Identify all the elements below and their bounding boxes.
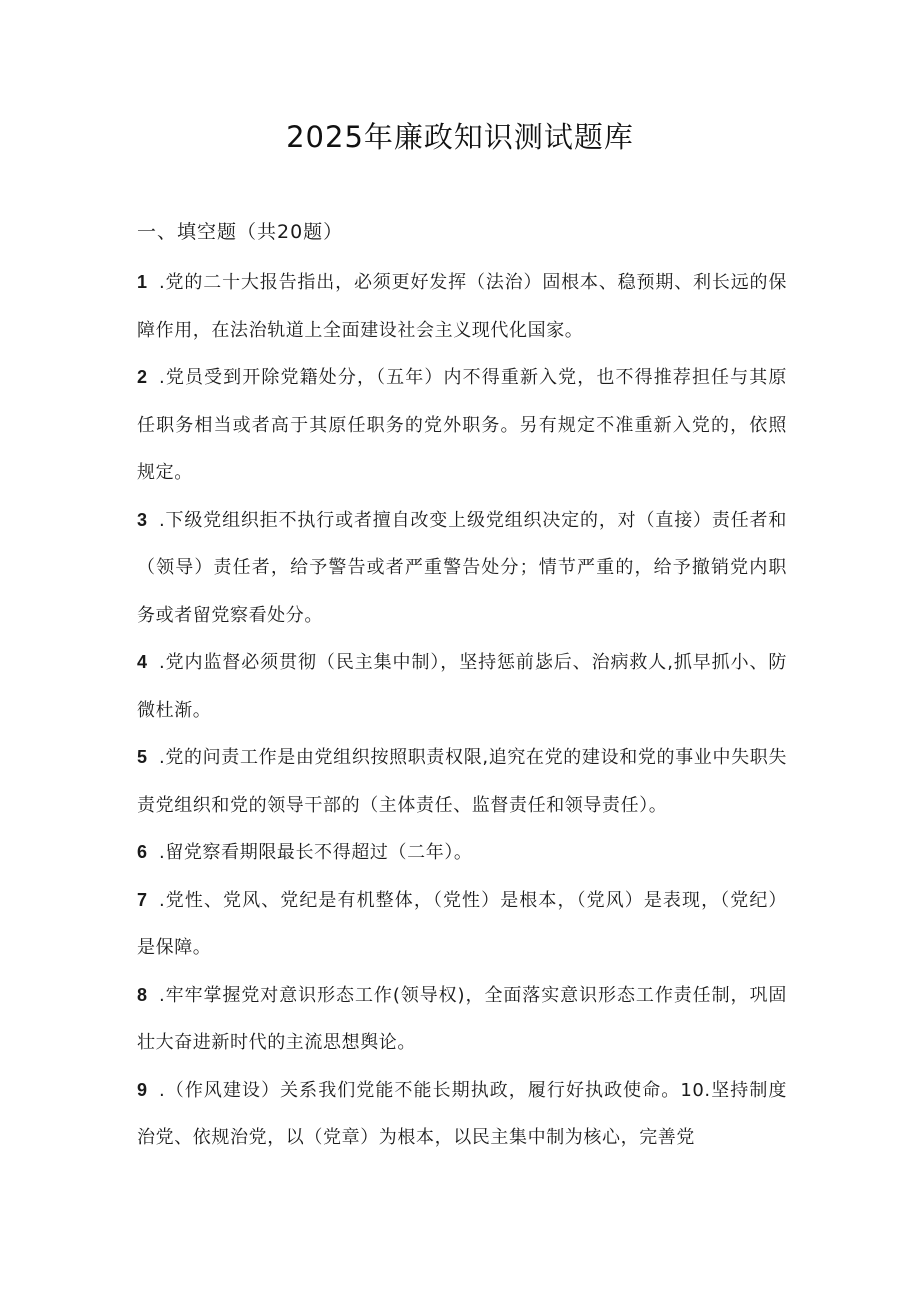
question-number: 2 <box>137 367 148 387</box>
question-text: .牢牢掌握党对意识形态工作(领导权)，全面落实意识形态工作责任制，巩固壮大奋进新时代的主流思想舆论。 <box>137 984 787 1053</box>
question-number: 1 <box>137 272 148 292</box>
question-1 <box>137 259 787 354</box>
question-text: .（作风建设）关系我们党能不能长期执政，履行好执政使命。10.坚持制度治党、依规治党，以（党章）为根本，以民主集中制为核心，完善党 <box>137 1079 787 1148</box>
question-number: 3 <box>137 509 148 530</box>
question-text: .留党察看期限最长不得超过（二年）。 <box>159 842 473 863</box>
question-8 <box>137 972 787 1067</box>
question-7 <box>137 877 787 972</box>
document-body <box>137 208 787 1162</box>
question-number: 6 <box>137 842 148 862</box>
question-4 <box>137 639 787 734</box>
document-title: 2025年廉政知识测试题库 <box>286 120 634 154</box>
question-9 <box>137 1067 787 1162</box>
question-6 <box>137 829 787 877</box>
question-number: 9 <box>137 1079 148 1100</box>
question-text: .下级党组织拒不执行或者擅自改变上级党组织决定的，对（直接）责任者和（领导）责任者，给予警告或者严重警告处分；情节严重的，给予撤销党内职务或者留党察看处分。 <box>137 509 787 626</box>
question-number: 7 <box>137 889 148 910</box>
question-number: 4 <box>137 652 148 672</box>
question-text: .党内监督必须贯彻（民主集中制），坚持惩前毖后、治病救人,抓早抓小、防微杜渐。 <box>137 652 787 721</box>
section-heading: 一、填空题（共20题） <box>137 221 344 243</box>
question-text: .党的问责工作是由党组织按照职责权限,追究在党的建设和党的事业中失职失责党组织和党的领导干部的（主体责任、监督责任和领导责任）。 <box>137 747 787 816</box>
question-2 <box>137 354 787 497</box>
question-text: .党员受到开除党籍处分，（五年）内不得重新入党，也不得推荐担任与其原任职务相当或者高于其原任职务的党外职务。另有规定不准重新入党的，依照规定。 <box>137 367 787 483</box>
question-3 <box>137 497 787 640</box>
question-5 <box>137 734 787 829</box>
question-number: 8 <box>137 984 148 1005</box>
question-text: .党性、党风、党纪是有机整体，（党性）是根本，（党风）是表现，（党纪）是保障。 <box>137 889 787 958</box>
question-text: .党的二十大报告指出，必须更好发挥（法治）固根本、稳预期、利长远的保障作用，在法治轨道上全面建设社会主义现代化国家。 <box>137 272 787 341</box>
question-number: 5 <box>137 747 148 767</box>
